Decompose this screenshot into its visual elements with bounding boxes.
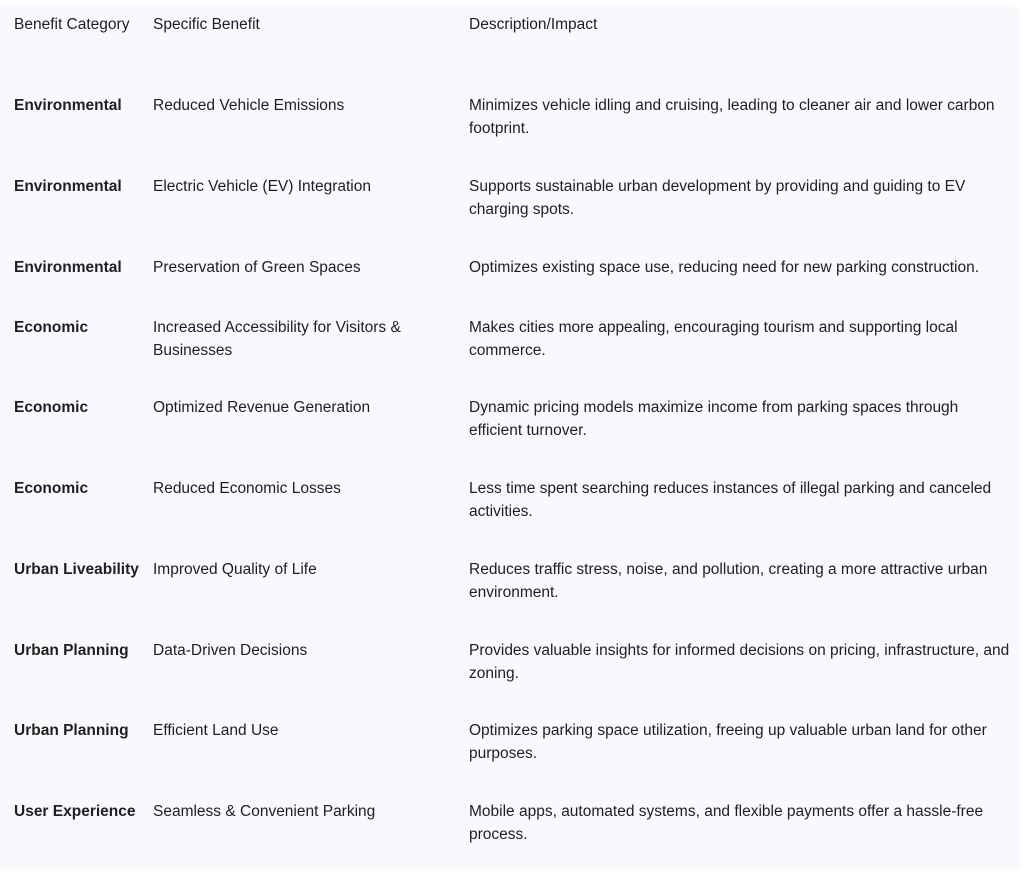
specific-benefit-cell: Optimized Revenue Generation: [153, 399, 371, 416]
benefit-category-cell: User Experience: [14, 803, 136, 820]
benefit-category-cell: Economic: [14, 480, 89, 497]
benefit-category-cell: Environmental: [14, 259, 122, 276]
specific-benefit-cell: Data-Driven Decisions: [153, 642, 308, 659]
description-cell: Minimizes vehicle idling and cruising, leading to cleaner air and lower carbon footprint.: [469, 97, 995, 137]
specific-benefit-cell: Preservation of Green Spaces: [153, 259, 361, 276]
description-cell: Reduces traffic stress, noise, and pollution, creating a more attractive urban environment.: [469, 561, 988, 601]
specific-benefit-cell: Seamless & Convenient Parking: [153, 803, 376, 820]
description-cell: Dynamic pricing models maximize income from parking spaces through efficient turnover.: [469, 399, 959, 439]
benefit-category-cell: Urban Planning: [14, 722, 129, 739]
description-cell: Mobile apps, automated systems, and flexible payments offer a hassle-free process.: [469, 803, 984, 843]
description-cell: Provides valuable insights for informed decisions on pricing, infrastructure, and zoning.: [469, 642, 1010, 682]
benefit-category-cell: Urban Liveability: [14, 561, 139, 578]
benefit-category-cell: Urban Planning: [14, 642, 129, 659]
benefit-category-cell: Environmental: [14, 97, 122, 114]
benefits-table: [0, 5, 1020, 871]
description-cell: Optimizes existing space use, reducing need for new parking construction.: [469, 259, 980, 276]
benefit-category-cell: Economic: [14, 399, 89, 416]
header-benefit-category: Benefit Category: [14, 16, 130, 33]
specific-benefit-cell: Increased Accessibility for Visitors & Businesses: [153, 319, 401, 359]
benefit-category-cell: Environmental: [14, 178, 122, 195]
specific-benefit-cell: Improved Quality of Life: [153, 561, 317, 578]
benefit-category-cell: Economic: [14, 319, 89, 336]
description-cell: Optimizes parking space utilization, freeing up valuable urban land for other purposes.: [469, 722, 987, 762]
specific-benefit-cell: Efficient Land Use: [153, 722, 279, 739]
specific-benefit-cell: Reduced Vehicle Emissions: [153, 97, 345, 114]
description-cell: Makes cities more appealing, encouraging tourism and supporting local commerce.: [469, 319, 958, 359]
header-description-impact: Description/Impact: [469, 16, 598, 33]
specific-benefit-cell: Reduced Economic Losses: [153, 480, 341, 497]
description-cell: Less time spent searching reduces instances of illegal parking and canceled activities.: [469, 480, 992, 520]
header-specific-benefit: Specific Benefit: [153, 16, 260, 33]
description-cell: Supports sustainable urban development by providing and guiding to EV charging spots.: [469, 178, 966, 218]
specific-benefit-cell: Electric Vehicle (EV) Integration: [153, 178, 371, 195]
